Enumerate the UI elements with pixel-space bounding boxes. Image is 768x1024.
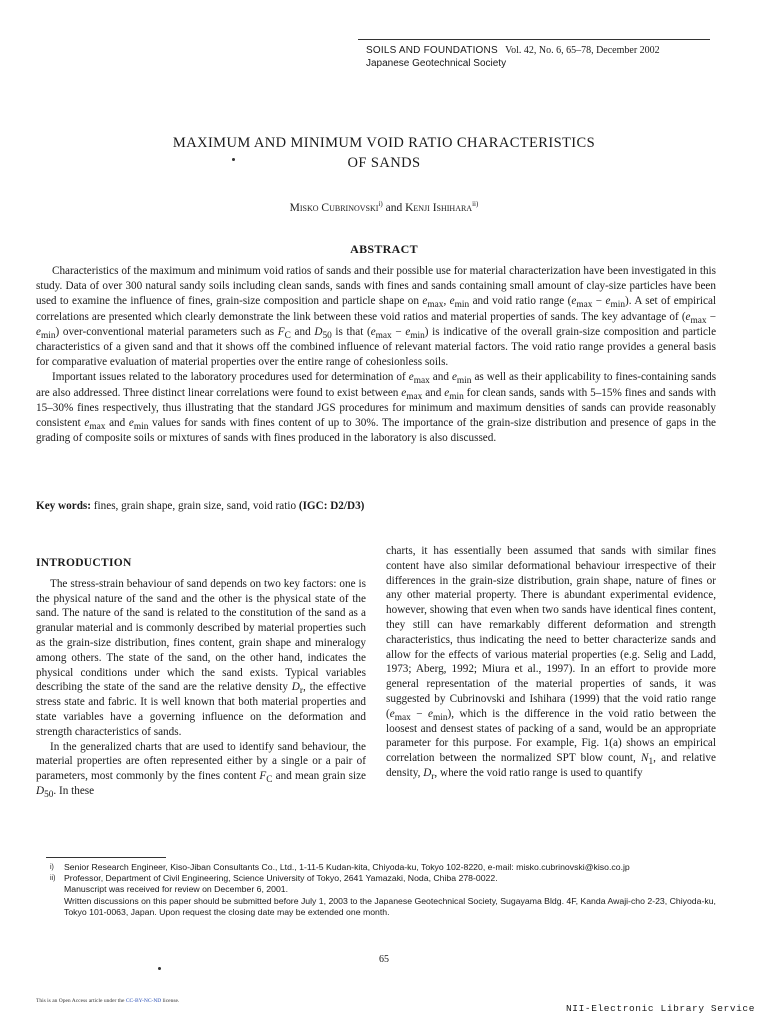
footnote-1: i) Senior Research Engineer, Kiso-Jiban Consultants Co., Ltd., 1-11-5 Kudan-kita, Chiyoda-ku, Tokyo 102-8220, e-mail: misko.cubrinovski@kiso.co.jp [50,862,630,872]
keywords-label: Key words: [36,500,91,512]
title-line-1: MAXIMUM AND MINIMUM VOID RATIO CHARACTERISTICS [172,135,596,151]
footnote-rule [46,857,166,858]
license-link[interactable]: CC-BY-NC-ND [125,998,162,1004]
abstract-body [36,264,716,446]
journal-name: SOILS AND FOUNDATIONS [366,45,498,56]
header-rule [358,39,710,40]
author-conjunction: and [385,202,403,214]
intro-paragraph-2: In the generalized charts that are used to identify sand behaviour, the material properties are often represented either by a single or a pair of parameters, most commonly by the fines content $F_C$ and mean grain size $D_{50}$. In these [36,740,367,801]
keywords-line [36,499,716,514]
author-line [60,202,708,214]
abstract-heading: ABSTRACT [350,242,418,256]
library-service-label: NII-Electronic Library Service [566,1003,756,1014]
stray-dot [158,967,161,970]
author-1-mark: i) [378,200,383,209]
title-line-2: OF SANDS [347,155,421,171]
body-column-right [386,544,716,781]
abstract-paragraph-2: Important issues related to the laboratory procedures used for determination of $e_{max}$ and $e_{min}$ as well as their applicability to fines-containing sands are also addressed. Three distinct linear correlations were found to exist between $e_{max}$ and $e_{min}$ for clean sands, sands with 5–15% fines and sands with 15–30% fines respectively, thus illustrating that the standard JGS procedures for minimum and maximum densities of sands can provide reasonably consistent $e_{max}$ and $e_{min}$ values for sands with fines content of up to 30%. The importance of the grain-size distribution and presence of gaps in the grading of composite soils or mixtures of sands with fines produced in the laboratory is also discussed. [36,371,717,445]
body-column-left [36,556,366,799]
author-2: Kenji Ishihara [405,202,473,214]
intro-paragraph-continued: charts, it has essentially been assumed that sands with similar fines content have also similar deformational behaviour irrespective of their differences in the grain-size distribution, grain shape, nature of fines or any other material property. There is abundant experimental evidence, however, showing that even when two sands have identical fines content, they still can have remarkably different deformation and strength characteristics, thus indicating the need to better characterize sands and allow for the effects of various material properties (e.g. Selig and Ladd, 1973; Aberg, 1992; Miura et al., 1997). In an effort to provide more general representation of the material properties of sands, it was suggested by Cubrinovski and Ishihara (1999) that the void ratio range $(e_{max} - e_{min})$, which is the difference in the void ratio between the loosest and densest states of packing of a sand, would be an appropriate parameter for this purpose. For example, Fig. 1(a) shows an empirical correlation between the normalized SPT blow count, $N_1$, and relative density, $D_r$, where the void ratio range is used to quantify [386,545,716,783]
footnote-2: ii) Professor, Department of Civil Engineering, Science University of Tokyo, 2641 Yamazaki, Noda, Chiba 278-0022. [50,873,498,884]
license-note: This is an Open Access article under the CC-BY-NC-ND license. [36,998,180,1004]
discussion-note: Written discussions on this paper should be submitted before July 1, 2003 to the Japanese Geotechnical Society, Sugayama Bldg. 4F, Kanda Awaji-cho 2-23, Chiyoda-ku, Tokyo 101-0063, Japan. Upon request the closing date may be extended one month. [64,895,716,917]
stray-dot [232,158,235,161]
received-note: Manuscript was received for review on December 6, 2001. [64,884,289,895]
intro-paragraph-1: The stress-strain behaviour of sand depends on two key factors: one is the physical nature of the sand and the other is the physical state of the sand. The nature of the sand is related to the constitution of the sand as a granular material and is commonly described by material properties such as the grain-size distribution, fines content, grain shape and mineralogy among others. The state of the sand, on the other hand, indicates the physical conditions under which the sand exists. Typical variables describing the state of the sand are the relative density $D_r$, the effective stress state and fabric. It is well known that both material properties and state variables have a governing influence on the deformation and strength characteristics of sands. [36,577,367,738]
journal-header [366,44,660,70]
journal-volume: Vol. 42, No. 6, 65–78, December 2002 [505,45,660,56]
introduction-heading: INTRODUCTION [36,557,132,569]
page-number: 65 [379,954,389,965]
author-1: Misko Cubrinovski [289,202,379,214]
footnotes [36,862,716,918]
paper-title [60,133,708,173]
keywords-igc: (IGC: D2/D3) [298,500,365,512]
abstract-paragraph-1: Characteristics of the maximum and minimum void ratios of sands and their possible use for material characterization have been investigated in this study. Data of over 300 natural sandy soils including clean sands, sands with fines and sands containing small amount of clay-size particles have been used to examine the influence of fines, grain-size composition and particle shape on $e_{max}$, $e_{min}$ and void ratio range $(e_{max} - e_{min})$. A set of empirical correlations are presented which clearly demonstrate the link between these void ratios and material properties of sands. The key advantage of $(e_{max} - e_{min})$ over-conventional material parameters such as $F_C$ and $D_{50}$ is that $(e_{max} - e_{min})$ is indicative of the overall grain-size composition and particle characteristics of a given sand and that it shows off the combined influence of relevant material factors. The void ratio range provides a general basis for comparative evaluation of material properties over the entire range of cohesionless soils. [36,265,717,369]
journal-society: Japanese Geotechnical Society [366,58,507,69]
author-2-mark: ii) [472,200,479,209]
keywords-text: fines, grain shape, grain size, sand, void ratio [93,500,297,512]
